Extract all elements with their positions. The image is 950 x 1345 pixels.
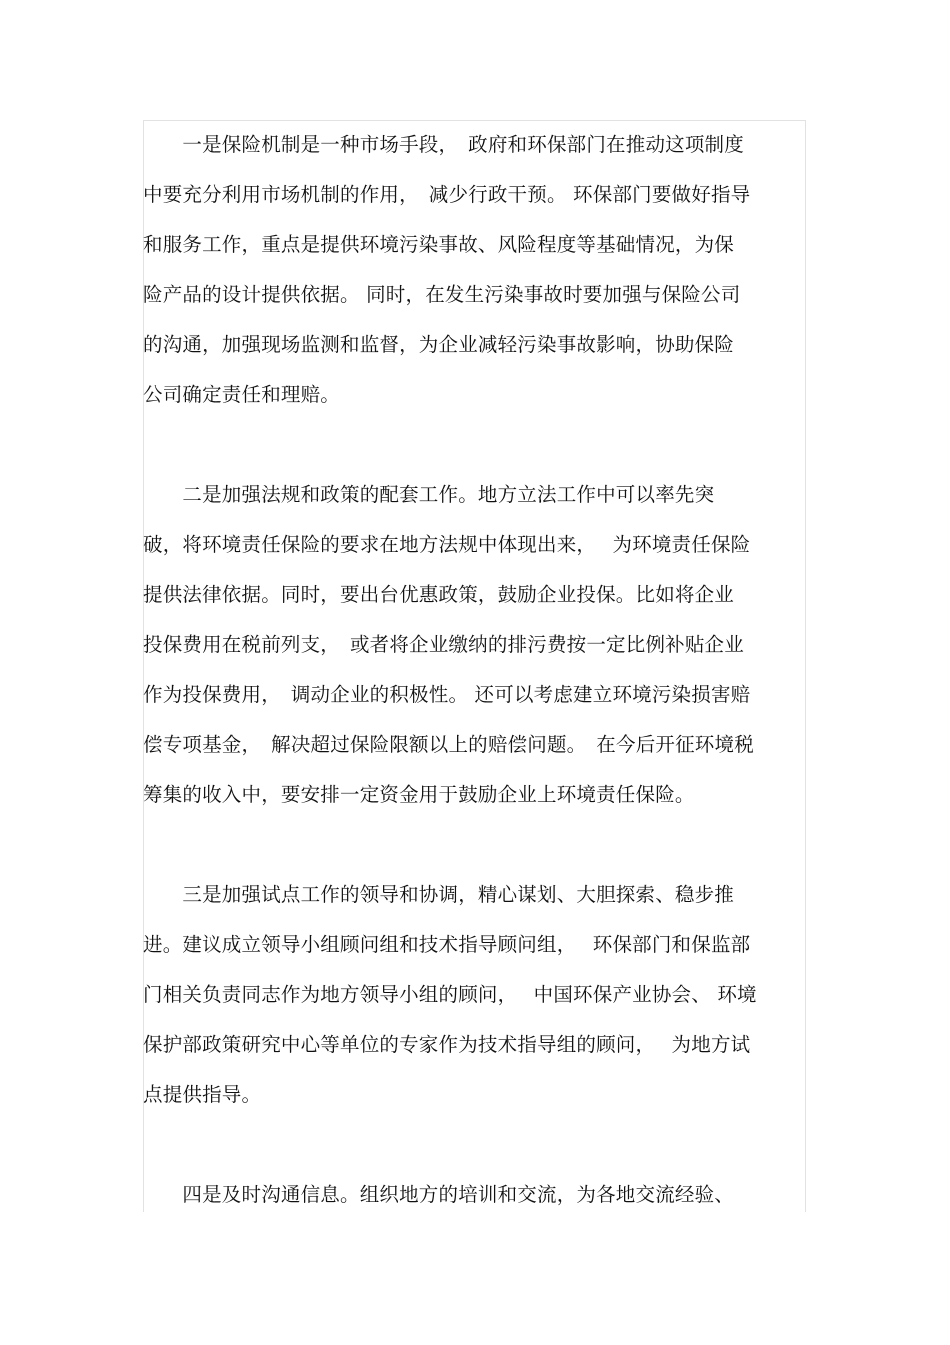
text-line: 四是及时沟通信息。组织地方的培训和交流，为各地交流经验、 <box>143 1183 735 1206</box>
paragraph-4 <box>143 1170 813 1220</box>
text-line: 和服务工作，重点是提供环境污染事故、风险程度等基础情况，为保 <box>143 233 735 256</box>
text-line: 的沟通，加强现场监测和监督，为企业减轻污染事故影响，协助保险 <box>143 333 735 356</box>
text-line: 投保费用在税前列支， 或者将企业缴纳的排污费按一定比例补贴企业 <box>143 633 744 656</box>
paragraph-gap <box>143 1120 813 1170</box>
paragraph-1 <box>143 120 813 420</box>
text-line: 二是加强法规和政策的配套工作。地方立法工作中可以率先突 <box>143 483 715 506</box>
text-line: 破，将环境责任保险的要求在地方法规中体现出来， 为环境责任保险 <box>143 533 751 556</box>
text-line: 筹集的收入中，要安排一定资金用于鼓励企业上环境责任保险。 <box>143 783 695 806</box>
text-line: 点提供指导。 <box>143 1083 262 1106</box>
text-line: 一是保险机制是一种市场手段， 政府和环保部门在推动这项制度 <box>143 133 744 156</box>
text-line: 中要充分利用市场机制的作用， 减少行政干预。 环保部门要做好指导 <box>143 183 751 206</box>
paragraph-gap <box>143 420 813 470</box>
text-line: 进。建议成立领导小组顾问组和技术指导顾问组， 环保部门和保监部 <box>143 933 751 956</box>
text-line: 门相关负责同志作为地方领导小组的顾问， 中国环保产业协会、 环境 <box>143 983 757 1006</box>
text-line: 公司确定责任和理赔。 <box>143 383 341 406</box>
text-line: 偿专项基金， 解决超过保险限额以上的赔偿问题。 在今后开征环境税 <box>143 733 754 756</box>
paragraph-3 <box>143 870 813 1120</box>
document-body <box>143 120 813 1220</box>
text-line: 险产品的设计提供依据。 同时，在发生污染事故时要加强与保险公司 <box>143 283 741 306</box>
paragraph-2 <box>143 470 813 820</box>
text-line: 三是加强试点工作的领导和协调，精心谋划、大胆探索、稳步推 <box>143 883 735 906</box>
text-line: 提供法律依据。同时，要出台优惠政策，鼓励企业投保。比如将企业 <box>143 583 735 606</box>
text-line: 作为投保费用， 调动企业的积极性。 还可以考虑建立环境污染损害赔 <box>143 683 751 706</box>
text-line: 保护部政策研究中心等单位的专家作为技术指导组的顾问， 为地方试 <box>143 1033 751 1056</box>
paragraph-gap <box>143 820 813 870</box>
